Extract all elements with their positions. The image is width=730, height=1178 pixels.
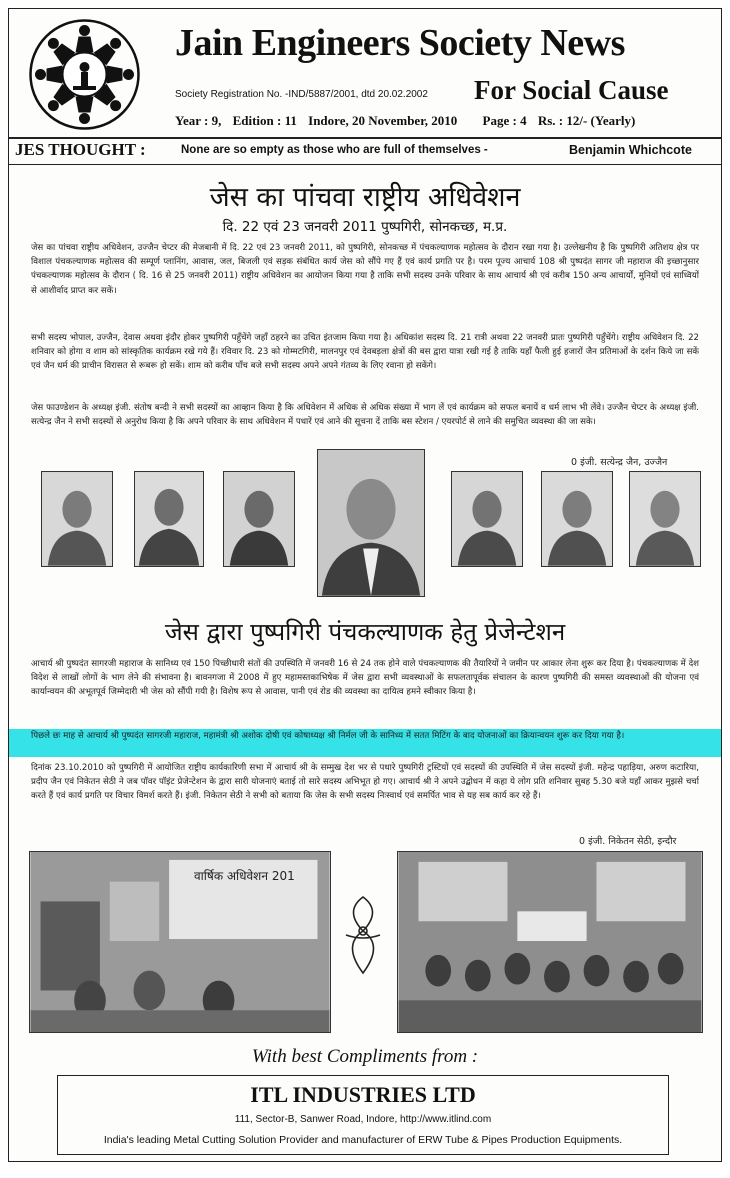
thought-bar: [9, 140, 721, 165]
person-icon: [135, 472, 203, 566]
advert-box: [57, 1075, 669, 1155]
advert-compliments: With best Compliments from :: [251, 1046, 479, 1067]
portrait-photo-5: [451, 471, 523, 567]
edition-line: [175, 113, 643, 129]
person-icon: [42, 472, 112, 566]
person-icon: [542, 472, 612, 566]
article2-para1: आचार्य श्री पुष्पदंत सागरजी महाराज के सानिध्य एवं 150 पिच्छीधारी संतों की उपस्थिति में जनवरी 16 से 24 तक होने वाले पंचकल्याणक की तैयारियों ने जमीन पर आकार लेना शुरू कर दिया है। पंचकल्याणक में देश विदेश से लाखों लोगों के भाग लेने की संभावना है। बावनगजा में 2008 में हुए महामस्तकाभिषेक में जेस द्वारा सभी व्यवस्थाओं के सफलतापूर्वक संचालन के कारण पुष्पगिरी की समस्त व्यवस्थाओं की योजना एवं कार्यान्वयन की अभूतपूर्व जिम्मेदारी भी जेस को सौंपी गयी है। विशेष रूप से आवास, पानी एवं रोड की व्यवस्था का दायित्व हमने स्वीकार किया है।: [31, 659, 699, 698]
thought-label: JES THOUGHT :: [15, 140, 146, 159]
article2-byline: 0 इंजी. निकेतन सेठी, इन्दौर: [579, 836, 677, 847]
article2-headline: जेस द्वारा पुष्पगिरी पंचकल्याणक हेतु प्रेजेन्टेशन: [164, 618, 566, 646]
article1-subhead: दि. 22 एवं 23 जनवरी 2011 पुष्पगिरी, सोनकच्छ, म.प्र.: [222, 219, 508, 235]
person-icon: [224, 472, 294, 566]
article1-byline: 0 इंजी. सत्येन्द्र जैन, उज्जैन: [571, 457, 668, 468]
article1-para1: जेस का पांचवा राष्ट्रीय अधिवेशन, उज्जैन चेप्टर की मेजबानी में दि. 22 एवं 23 जनवरी 2011, को पुष्पगिरी, सोनकच्छ में पंचकल्याणक महोत्सव के दौरान रखा गया है। उल्लेखनीय है कि पुष्पगिरी अतिशय क्षेत्र पर विशाल पंचकल्याणक महोत्सव की सम्पूर्ण प्लानिंग, आवास, जल, बिजली एवं सड़क संबंधित कार्य जेस को सौंपे गए हैं एवं कार्य प्रगति पर है। परम पूज्य आचार्य 108 श्री पुष्पदंत सागर जी महाराज की इच्छानुसार पंचकल्याणक महोत्सव के दौरान ( दि. 16 से 25 जनवरी 2011) राष्ट्रीय अधिवेशन का आयोजन किया गया है ताकि सभी सदस्य उनके परिवार के साथ आचार्य श्री एवं करीब 150 अन्य आचार्यों, मुनियों एवं साध्वियों से आशीर्वाद प्राप्त कर सकें।: [31, 243, 699, 296]
portrait-photo-7: [629, 471, 701, 567]
year-label: Year : 9,: [175, 113, 222, 128]
event-photo-right: [397, 851, 703, 1033]
article1-headline: जेस का पांचवा राष्ट्रीय अधिवेशन: [209, 182, 521, 213]
portrait-photo-6: [541, 471, 613, 567]
portrait-photo-1: [41, 471, 113, 567]
newspaper-tagline: For Social Cause: [474, 75, 669, 105]
registration-number: Society Registration No. -IND/5887/2001, dtd 20.02.2002: [175, 89, 428, 100]
price: Rs. : 12/- (Yearly): [537, 113, 636, 128]
page-number: Page : 4: [482, 113, 527, 128]
article2-para3: दिनांक 23.10.2010 को पुष्पगिरी में आयोजित राष्ट्रीय कार्यकारिणी सभा में आचार्य श्री के सम्मुख देश भर से पधारे पुष्पगिरी ट्रस्टियों एवं सदस्यों की उपस्थिति में जेस सदस्यों इंजी. महेन्द्र पहाड़िया, अरुण कटारिया, प्रदीप जैन एवं निकेतन सेठी ने जब पॉवर पॉइंट प्रेजेन्टेशन के द्वारा सारी योजनाएं बताई तो सारे सदस्य अभिभूत हो गए। आचार्य श्री ने अपने उद्बोधन में कहा ये लोग प्रति शनिवार सुबह 5.30 बजे यहाँ आकर मुझसे चर्चा करते हैं एवं कार्य प्रगति पर विचार विमर्श करते हैं। इंजी. निकेतन सेठी ने सभी को बताया कि जेस के सभी सदस्य निःस्वार्थ एवं समर्पित भाव से यह सब कार्य कर रहे हैं।: [31, 763, 699, 802]
article2-para2: पिछले छः माह से आचार्य श्री पुष्पदंत सागरजी महाराज, महामंत्री श्री अशोक दोषी एवं कोषाध्यक्ष श्री निर्मल जी के सानिध्य में सतत मिटिंग के बाद योजनाओं का क्रियान्वयन शुरू कर दिया गया है।: [31, 731, 625, 741]
thought-quote: None are so empty as those who are full of themselves -: [181, 144, 488, 156]
portrait-photo-4: [317, 449, 425, 597]
place-date: Indore, 20 November, 2010: [308, 113, 458, 128]
newspaper-title: Jain Engineers Society News: [175, 22, 625, 64]
audience-photo-icon: [398, 852, 702, 1032]
society-logo-icon: [27, 17, 142, 132]
masthead: [9, 9, 721, 139]
edition-label: Edition : 11: [232, 113, 297, 128]
portrait-photo-2: [134, 471, 204, 567]
advert-company: ITL INDUSTRIES LTD: [250, 1082, 476, 1107]
article1-para2: सभी सदस्य भोपाल, उज्जैन, देवास अथवा इंदौर होकर पुष्पगिरी पहुँचेंगे जहाँ ठहरने का उचित इंतजाम किया गया है। अधिकांश सदस्य दि. 21 रात्री अथवा 22 जनवरी प्रातः पुष्पगिरी पहुँचेंगे। राष्ट्रीय अधिवेशन दि. 22 शनिवार को होगा व शाम को सांस्कृतिक कार्यक्रम रखे गये हैं। रविवार दि. 23 को गोम्मटगिरी, मालनपुर एवं देवबड़ला क्षेत्रों की बस द्वारा यात्रा रखी गई है ताकि यहाँ फैली हुई हजारों जैन प्रतिमाओं के दर्शन किये जा सकें एवं जैन धर्म की प्राचीन विरासत से रूबरू हो सकें। शाम को करीब पाँच बजे सभी सदस्य अपने अपने गंतव्य के लिए रवाना हो सकेंगे।: [31, 333, 699, 372]
decorative-motif-icon: [336, 891, 390, 979]
article1-para3: जेस फाउण्डेशन के अध्यक्ष इंजी. संतोष बन्दी ने सभी सदस्यों का आव्हान किया है कि अधिवेशन में अधिक से अधिक संख्या में भाग लें एवं कार्यक्रम को सफल बनायें व धर्म लाभ भी लेंवे। उज्जैन चेप्टर के अध्यक्ष इंजी. सत्येन्द्र जैन ने सभी सदस्यों से अनुरोध किया है कि अपने परिवार के साथ अधिवेशन में पधारें एवं आने की सूचना दें ताकि बस स्टेशन / एयरपोर्ट से लाने की समुचित व्यवस्था की जा सके।: [31, 403, 699, 428]
person-icon: [452, 472, 522, 566]
advert-tagline: India's leading Metal Cutting Solution Provider and manufacturer of ERW Tube & Pipes Production Equipments.: [103, 1134, 623, 1146]
thought-author: Benjamin Whichcote: [569, 143, 692, 157]
person-icon: [318, 450, 424, 596]
advert-address: 111, Sector-B, Sanwer Road, Indore, http://www.itlind.com: [234, 1114, 492, 1125]
event-banner-text: वार्षिक अधिवेशन 201: [194, 869, 295, 883]
portrait-photo-3: [223, 471, 295, 567]
newspaper-page: [8, 8, 722, 1162]
person-icon: [630, 472, 700, 566]
